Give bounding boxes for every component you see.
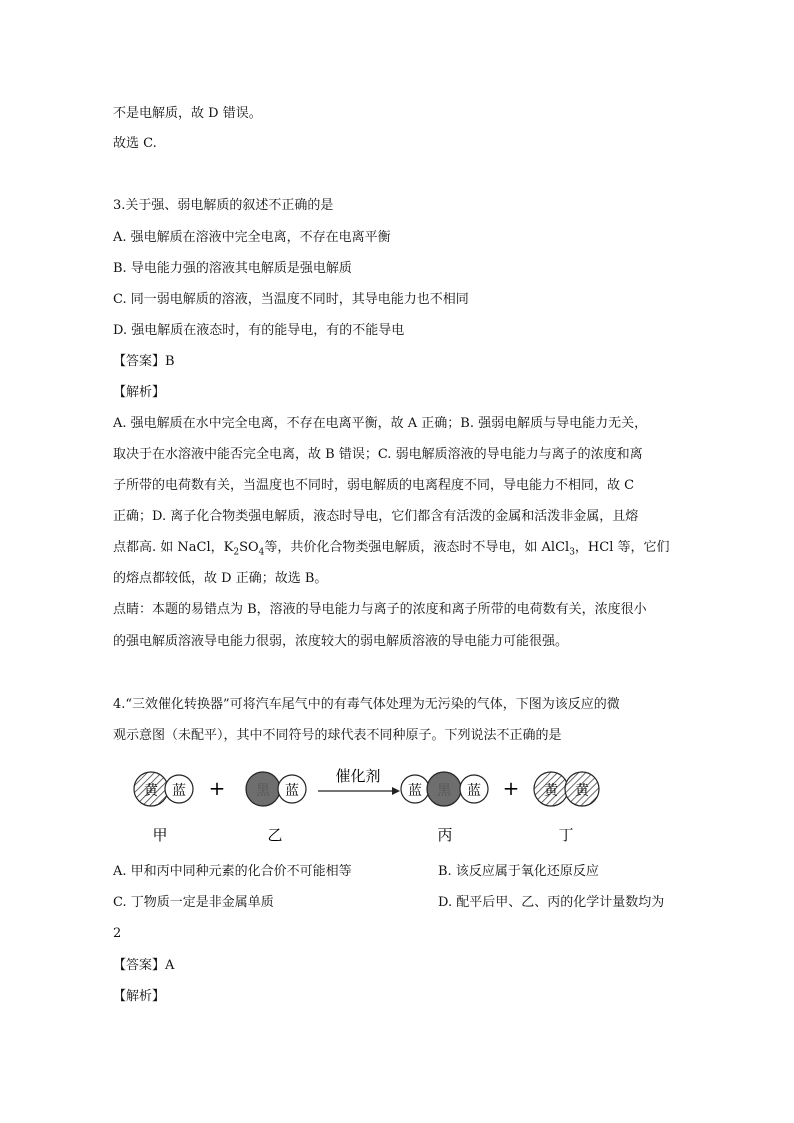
label-ding: 丁	[558, 826, 574, 844]
question-3-option-b: B. 导电能力强的溶液其电解质是强电解质	[113, 261, 352, 276]
key-point-text: 点睛：本题的易错点为 B，溶液的导电能力与离子的浓度和离子所带的电荷数有关，浓度很小	[113, 602, 647, 617]
catalyst-label: 催化剂	[335, 767, 381, 785]
atom-label: 黄	[544, 783, 558, 799]
analysis-text: 正确；D. 离子化合物类强电解质，液态时导电，它们都含有活泼的金属和活泼非金属，且熔	[113, 509, 639, 524]
analysis-text: 取决于在水溶液中能否完全电离，故 B 错误；C. 弱电解质溶液的导电能力与离子的浓度和离	[113, 447, 643, 462]
analysis-label: 【解析】	[113, 989, 166, 1004]
atom-label: 蓝	[467, 783, 481, 799]
atom-label: 蓝	[172, 783, 186, 799]
answer-label: 【答案】B	[113, 354, 175, 369]
plus-sign: +	[502, 776, 520, 800]
question-4-option-d-cont: 2	[113, 926, 122, 941]
molecule-ding	[534, 772, 599, 806]
question-4-option-d: D. 配平后甲、乙、丙的化学计量数均为	[438, 895, 665, 910]
question-3-stem: 3.关于强、弱电解质的叙述不正确的是	[113, 198, 334, 213]
answer-label: 【答案】A	[113, 958, 175, 973]
analysis-text: 的熔点都较低，故 D 正确；故选 B。	[113, 571, 328, 586]
question-4-option-a: A. 甲和丙中同种元素的化合价不可能相等	[113, 864, 352, 879]
key-point-text: 的强电解质溶液导电能力很弱，浓度较大的弱电解质溶液的导电能力可能很强。	[113, 634, 569, 649]
label-yi: 乙	[267, 826, 283, 844]
text-line: 不是电解质，故 D 错误。	[113, 106, 262, 121]
molecule-bing	[401, 772, 488, 806]
question-3-option-a: A. 强电解质在溶液中完全电离，不存在电离平衡	[113, 230, 391, 245]
reaction-diagram-svg	[120, 764, 620, 854]
atom-label: 黑	[437, 783, 451, 799]
question-4-stem: 4.“三效催化转换器”可将汽车尾气中的有毒气体处理为无污染的气体，下图为该反应的微	[113, 697, 620, 712]
label-jia: 甲	[152, 826, 168, 844]
analysis-label: 【解析】	[113, 385, 166, 400]
molecule-yi	[246, 772, 306, 806]
question-3-option-c: C. 同一弱电解质的溶液，当温度不同时，其导电能力也不相同	[113, 292, 469, 307]
question-4-option-b: B. 该反应属于氧化还原反应	[438, 864, 599, 879]
label-bing: 丙	[437, 826, 453, 844]
analysis-text: 点都高. 如 NaCl，$K_2SO_4$等，共价化合物类强电解质，液态时不导电，如 AlCl$_3$，HCl 等，它们	[113, 540, 670, 558]
atom-label: 蓝	[285, 783, 299, 799]
text-line: 故选 C.	[113, 136, 157, 151]
question-4-stem: 观示意图（未配平），其中不同符号的球代表不同种原子。下列说法不正确的是	[113, 728, 562, 743]
plus-sign: +	[208, 776, 226, 800]
atom-label: 蓝	[408, 783, 422, 799]
question-3-option-d: D. 强电解质在液态时，有的能导电，有的不能导电	[113, 323, 405, 338]
molecule-jia	[134, 772, 193, 806]
analysis-text: A. 强电解质在水中完全电离，不存在电离平衡，故 A 正确；B. 强弱电解质与导电能力无关，	[113, 416, 648, 431]
reaction-arrow	[318, 767, 400, 795]
analysis-text: 子所带的电荷数有关，当温度也不同时，弱电解质的电离程度不同，导电能力不相同，故 C	[113, 478, 635, 493]
reaction-diagram	[120, 764, 620, 854]
atom-label: 黑	[256, 783, 270, 799]
atom-label: 黄	[144, 783, 158, 799]
question-4-option-c: C. 丁物质一定是非金属单质	[113, 895, 274, 910]
atom-label: 黄	[575, 783, 589, 799]
